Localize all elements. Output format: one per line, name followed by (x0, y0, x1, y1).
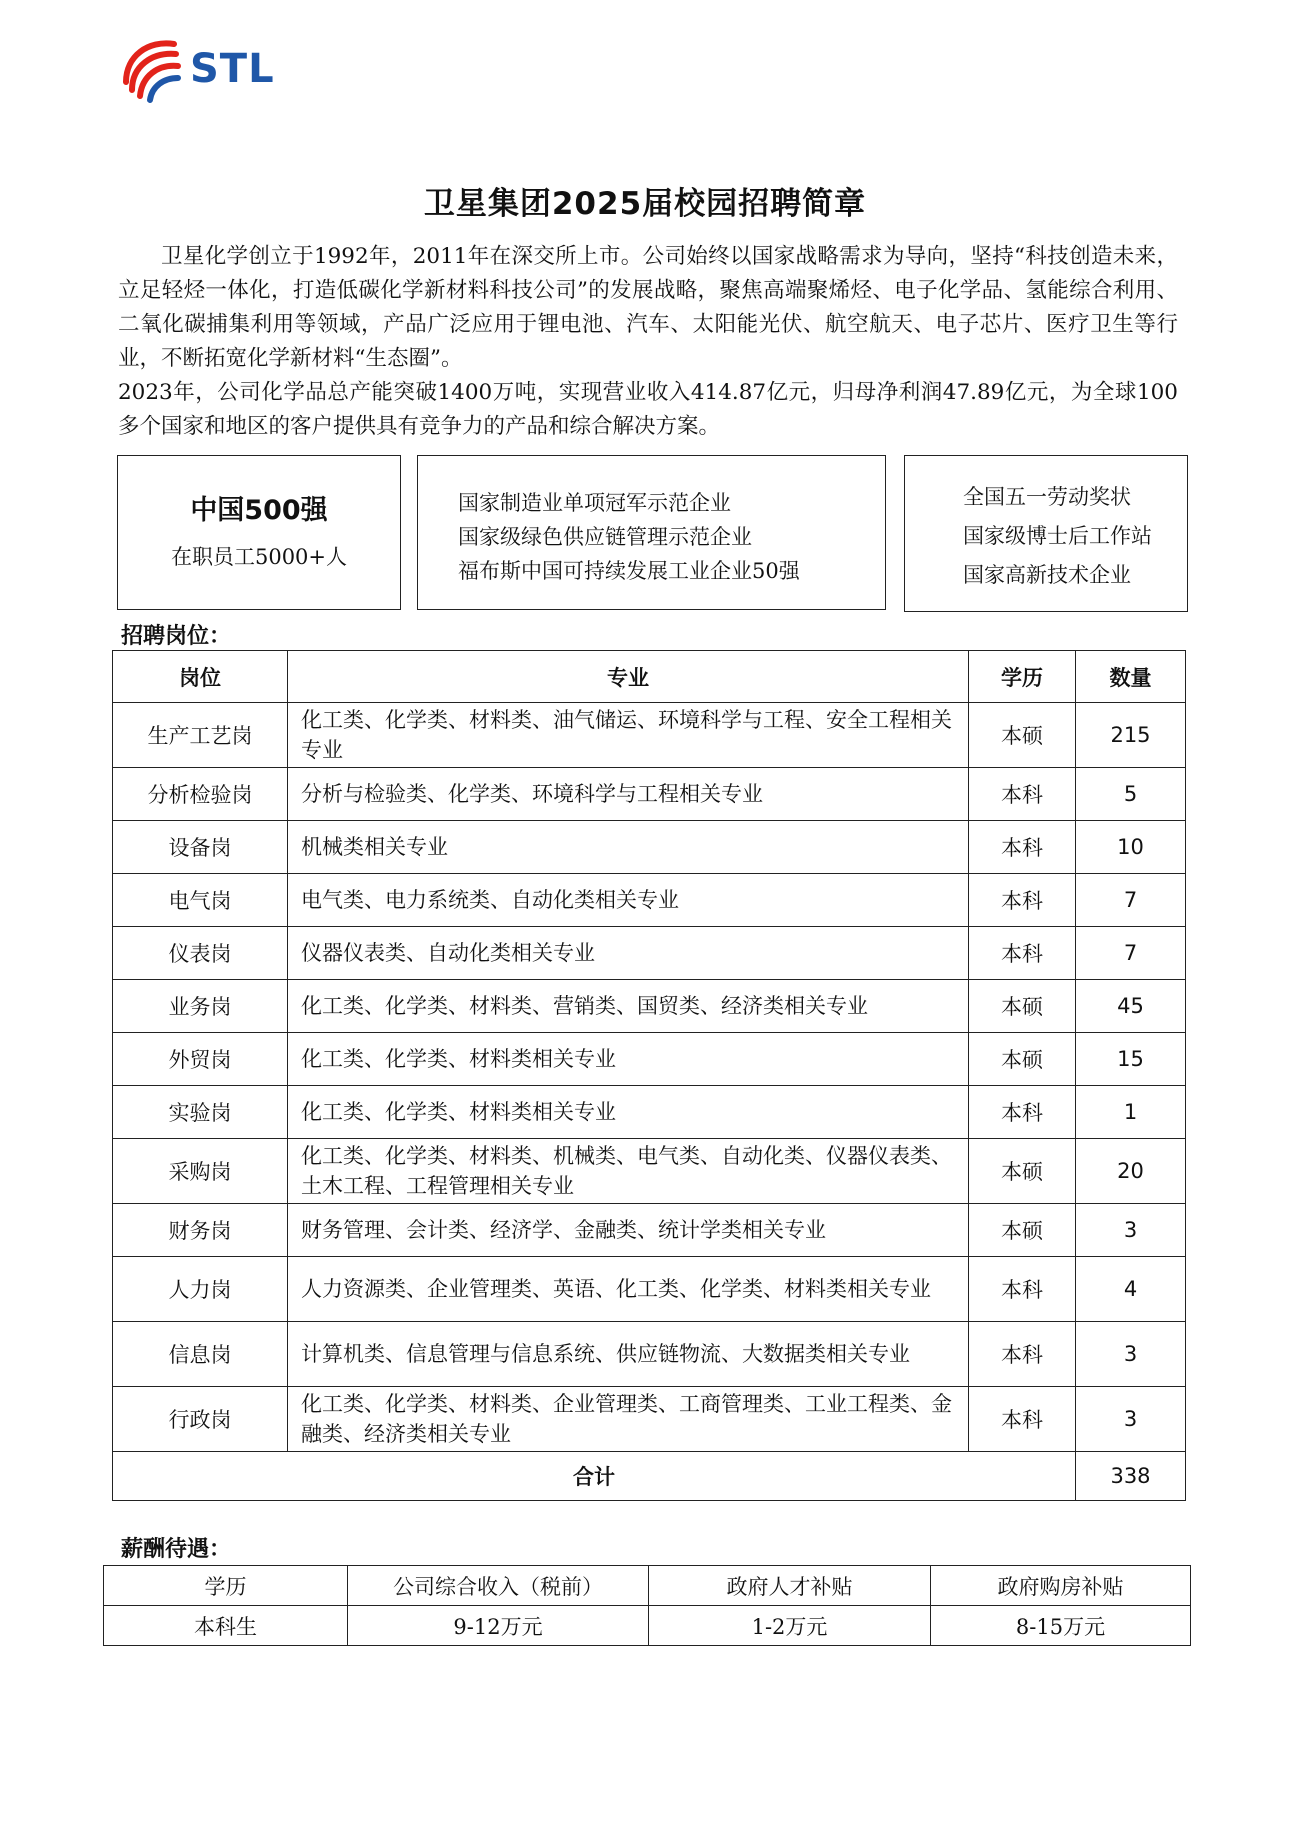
job-major: 电气类、电力系统类、自动化类相关专业 (288, 874, 969, 927)
pay-table (103, 1565, 1191, 1646)
highlight-subtitle: 在职员工5000+人 (170, 545, 348, 569)
job-position: 分析检验岗 (113, 768, 288, 821)
pay-header-row (104, 1566, 1191, 1606)
job-quantity: 3 (1076, 1387, 1186, 1452)
section-title-pay: 薪酬待遇： (121, 1537, 232, 1562)
job-quantity: 15 (1076, 1033, 1186, 1086)
pay-header-education: 学历 (104, 1566, 348, 1606)
job-quantity: 10 (1076, 821, 1186, 874)
job-quantity: 5 (1076, 768, 1186, 821)
pay-row (104, 1606, 1191, 1646)
job-position: 仪表岗 (113, 927, 288, 980)
header-position: 岗位 (113, 651, 288, 703)
pay-header-talent-subsidy: 政府人才补贴 (649, 1566, 931, 1606)
header-major: 专业 (288, 651, 969, 703)
award-item: 国家高新技术企业 (963, 563, 1131, 587)
table-row (113, 1387, 1186, 1452)
honor-item: 国家级绿色供应链管理示范企业 (458, 525, 752, 549)
job-major: 分析与检验类、化学类、环境科学与工程相关专业 (288, 768, 969, 821)
job-education: 本硕 (969, 980, 1076, 1033)
job-position: 人力岗 (113, 1257, 288, 1322)
highlight-box-ranking (117, 455, 401, 610)
table-row (113, 821, 1186, 874)
job-education: 本科 (969, 1322, 1076, 1387)
job-major: 化工类、化学类、材料类、企业管理类、工商管理类、工业工程类、金融类、经济类相关专业 (288, 1387, 969, 1452)
job-education: 本硕 (969, 703, 1076, 768)
job-quantity: 3 (1076, 1204, 1186, 1257)
job-major: 化工类、化学类、材料类、营销类、国贸类、经济类相关专业 (288, 980, 969, 1033)
job-quantity: 3 (1076, 1322, 1186, 1387)
job-quantity: 1 (1076, 1086, 1186, 1139)
job-position: 采购岗 (113, 1139, 288, 1204)
job-education: 本科 (969, 1257, 1076, 1322)
award-item: 国家级博士后工作站 (963, 524, 1152, 548)
job-position: 业务岗 (113, 980, 288, 1033)
job-major: 化工类、化学类、材料类相关专业 (288, 1033, 969, 1086)
job-major: 化工类、化学类、材料类、油气储运、环境科学与工程、安全工程相关专业 (288, 703, 969, 768)
job-position: 财务岗 (113, 1204, 288, 1257)
job-quantity: 20 (1076, 1139, 1186, 1204)
company-intro (118, 240, 1178, 444)
logo-swirl-icon (118, 36, 188, 106)
table-row (113, 1033, 1186, 1086)
job-position: 外贸岗 (113, 1033, 288, 1086)
company-logo (118, 36, 288, 106)
table-row (113, 980, 1186, 1033)
job-position: 生产工艺岗 (113, 703, 288, 768)
job-position: 行政岗 (113, 1387, 288, 1452)
table-row (113, 768, 1186, 821)
pay-education: 本科生 (104, 1606, 348, 1646)
table-row (113, 703, 1186, 768)
job-education: 本硕 (969, 1033, 1076, 1086)
job-education: 本科 (969, 927, 1076, 980)
section-title-jobs: 招聘岗位： (121, 624, 232, 649)
table-header-row (113, 651, 1186, 703)
job-major: 化工类、化学类、材料类相关专业 (288, 1086, 969, 1139)
job-major: 机械类相关专业 (288, 821, 969, 874)
pay-income: 9-12万元 (348, 1606, 649, 1646)
honor-item: 国家制造业单项冠军示范企业 (458, 491, 731, 515)
header-quantity: 数量 (1076, 651, 1186, 703)
table-row (113, 1086, 1186, 1139)
job-quantity: 4 (1076, 1257, 1186, 1322)
table-row (113, 1204, 1186, 1257)
job-education: 本科 (969, 874, 1076, 927)
job-quantity: 7 (1076, 927, 1186, 980)
job-position: 信息岗 (113, 1322, 288, 1387)
header-education: 学历 (969, 651, 1076, 703)
table-row (113, 927, 1186, 980)
job-major: 财务管理、会计类、经济学、金融类、统计学类相关专业 (288, 1204, 969, 1257)
job-education: 本硕 (969, 1204, 1076, 1257)
pay-talent-subsidy: 1-2万元 (649, 1606, 931, 1646)
job-major: 仪器仪表类、自动化类相关专业 (288, 927, 969, 980)
job-quantity: 7 (1076, 874, 1186, 927)
job-quantity: 215 (1076, 703, 1186, 768)
total-value: 338 (1076, 1452, 1186, 1501)
highlight-box-awards (904, 455, 1188, 612)
logo-text: STL (190, 46, 275, 92)
job-position: 设备岗 (113, 821, 288, 874)
table-total-row (113, 1452, 1186, 1501)
intro-paragraph-2: 2023年，公司化学品总产能突破1400万吨，实现营业收入414.87亿元，归母净利润47.89亿元，为全球100多个国家和地区的客户提供具有竞争力的产品和综合解决方案。 (118, 380, 1178, 439)
highlight-title: 中国500强 (190, 495, 328, 526)
pay-header-housing-subsidy: 政府购房补贴 (931, 1566, 1191, 1606)
job-position: 实验岗 (113, 1086, 288, 1139)
table-row (113, 1322, 1186, 1387)
job-major: 化工类、化学类、材料类、机械类、电气类、自动化类、仪器仪表类、土木工程、工程管理相关专业 (288, 1139, 969, 1204)
table-row (113, 874, 1186, 927)
award-item: 全国五一劳动奖状 (963, 485, 1131, 509)
highlight-box-honors (417, 455, 886, 610)
job-major: 人力资源类、企业管理类、英语、化工类、化学类、材料类相关专业 (288, 1257, 969, 1322)
page-title: 卫星集团2025届校园招聘简章 (423, 186, 867, 222)
job-education: 本科 (969, 821, 1076, 874)
job-education: 本科 (969, 1086, 1076, 1139)
job-position: 电气岗 (113, 874, 288, 927)
job-education: 本硕 (969, 1139, 1076, 1204)
job-education: 本科 (969, 768, 1076, 821)
table-row (113, 1257, 1186, 1322)
honor-item: 福布斯中国可持续发展工业企业50强 (458, 559, 800, 583)
pay-housing-subsidy: 8-15万元 (931, 1606, 1191, 1646)
table-row (113, 1139, 1186, 1204)
job-education: 本科 (969, 1387, 1076, 1452)
job-quantity: 45 (1076, 980, 1186, 1033)
job-major: 计算机类、信息管理与信息系统、供应链物流、大数据类相关专业 (288, 1322, 969, 1387)
jobs-table (112, 650, 1186, 1501)
total-label: 合计 (113, 1452, 1076, 1501)
intro-paragraph-1: 卫星化学创立于1992年，2011年在深交所上市。公司始终以国家战略需求为导向，坚持“科技创造未来，立足轻烃一体化，打造低碳化学新材料科技公司”的发展战略，聚焦高端聚烯烃、电子化学品、氢能综合利用、二氧化碳捕集利用等领域，产品广泛应用于锂电池、汽车、太阳能光伏、航空航天、电子芯片、医疗卫生等行业，不断拓宽化学新材料“生态圈”。 (118, 244, 1178, 371)
pay-header-income: 公司综合收入（税前） (348, 1566, 649, 1606)
